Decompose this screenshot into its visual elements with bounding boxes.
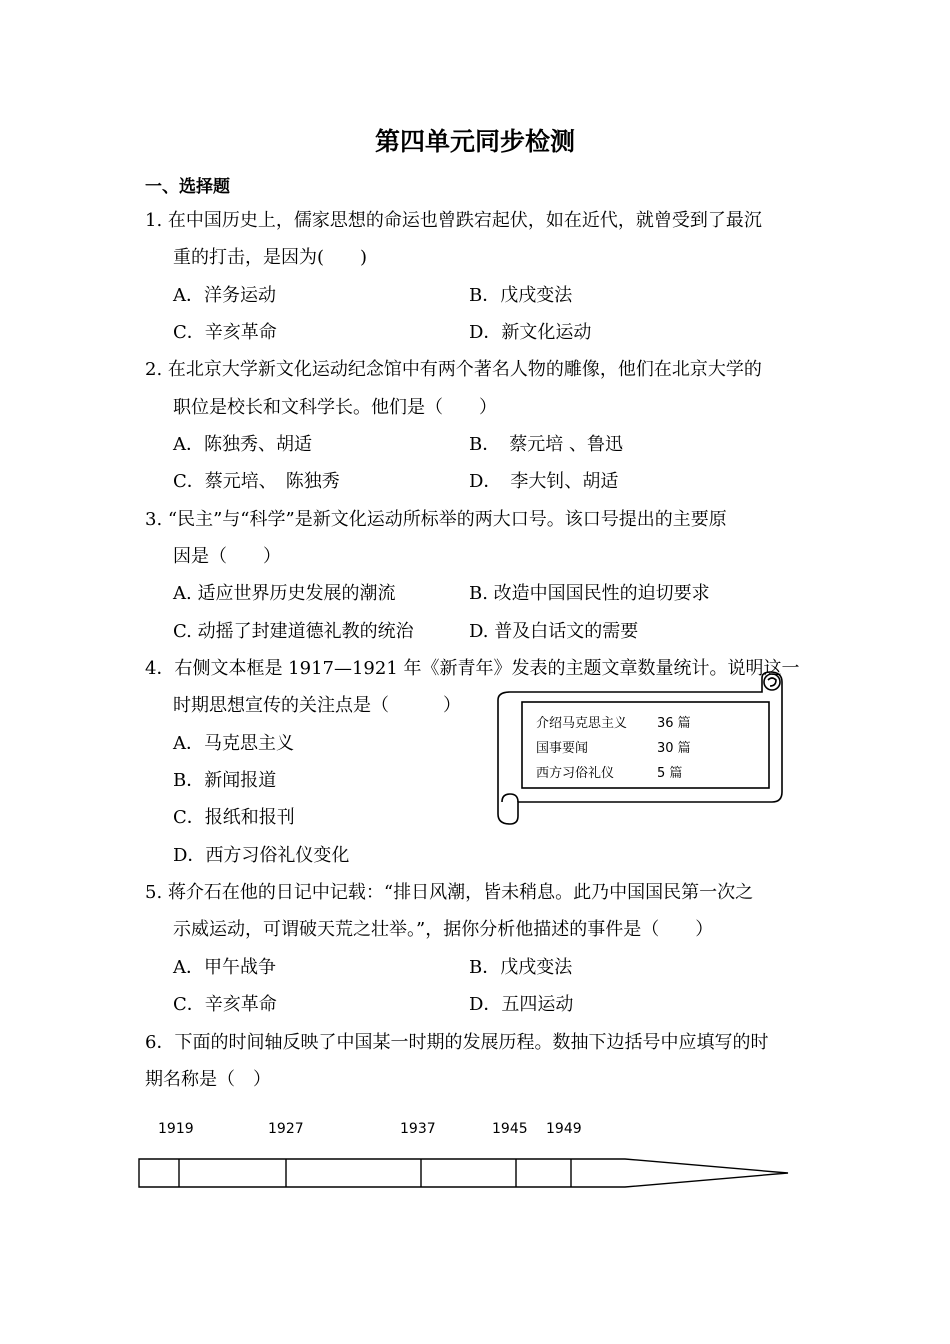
- q1-option-c: C．辛亥革命: [173, 322, 277, 343]
- scroll-stats-box: [492, 668, 787, 830]
- q4-option-c: C．报纸和报刊: [173, 807, 295, 828]
- page-title: 第四单元同步检测: [374, 127, 575, 156]
- timeline-year-1937: 1937: [400, 1121, 436, 1137]
- timeline-year-1949: 1949: [546, 1121, 582, 1137]
- q4-stem-line1: 4．右侧文本框是 1917—1921 年《新青年》发表的主题文章数量统计。说明这一: [145, 658, 800, 679]
- stat-value-marxism: 36 篇: [657, 716, 691, 731]
- q1-stem-line1: 1. 在中国历史上，儒家思想的命运也曾跌宕起伏，如在近代，就曾受到了最沉: [145, 210, 762, 231]
- q2-option-a: A．陈独秀、胡适: [173, 434, 312, 455]
- stat-label-western-customs: 西方习俗礼仪: [536, 766, 615, 781]
- timeline-year-1919: 1919: [158, 1121, 194, 1137]
- q3-option-a: A. 适应世界历史发展的潮流: [173, 583, 396, 604]
- q2-stem-line2: 职位是校长和文科学长。他们是（ ）: [173, 397, 497, 418]
- q5-option-b: B．戊戌变法: [469, 957, 573, 978]
- q1-stem-line2: 重的打击，是因为( ): [173, 247, 368, 268]
- q3-option-d: D. 普及白话文的需要: [469, 621, 639, 642]
- q2-option-b: B． 蔡元培 、鲁迅: [469, 434, 623, 455]
- q5-option-a: A．甲午战争: [173, 957, 276, 978]
- q6-stem-line1: 6．下面的时间轴反映了中国某一时期的发展历程。数抽下边括号中应填写的时: [145, 1032, 769, 1053]
- stat-value-national-news: 30 篇: [657, 741, 691, 756]
- stat-value-western-customs: 5 篇: [657, 766, 683, 781]
- timeline: [0, 1115, 950, 1205]
- timeline-year-1945: 1945: [492, 1121, 528, 1137]
- q3-stem-line1: 3. “民主”与“科学”是新文化运动所标举的两大口号。该口号提出的主要原: [145, 509, 727, 530]
- timeline-arrow: [0, 1115, 950, 1205]
- q1-option-a: A．洋务运动: [173, 285, 276, 306]
- stat-label-marxism: 介绍马克思主义: [536, 716, 628, 731]
- q2-option-c: C．蔡元培、 陈独秀: [173, 471, 340, 492]
- q4-option-a: A．马克思主义: [173, 733, 294, 754]
- q1-option-d: D．新文化运动: [469, 322, 592, 343]
- q3-option-c: C. 动摇了封建道德礼教的统治: [173, 621, 414, 642]
- q5-option-d: D．五四运动: [469, 994, 574, 1015]
- q5-stem-line1: 5. 蒋介石在他的日记中记载：“排日风潮，皆未稍息。此乃中国国民第一次之: [145, 882, 754, 903]
- section-heading: 一、选择题: [145, 177, 230, 197]
- q1-option-b: B．戊戌变法: [469, 285, 573, 306]
- q6-stem-line2: 期名称是（ ）: [145, 1069, 271, 1090]
- q5-stem-line2: 示威运动，可谓破天荒之壮举。”，据你分析他描述的事件是（ ）: [173, 919, 714, 940]
- q5-option-c: C．辛亥革命: [173, 994, 277, 1015]
- stat-label-national-news: 国事要闻: [536, 741, 589, 756]
- q4-option-d: D．西方习俗礼仪变化: [173, 845, 350, 866]
- timeline-year-1927: 1927: [268, 1121, 304, 1137]
- q3-stem-line2: 因是（ ）: [173, 546, 281, 567]
- q2-option-d: D． 李大钊、胡适: [469, 471, 619, 492]
- q4-stem-line2: 时期思想宣传的关注点是（ ）: [173, 695, 461, 716]
- q2-stem-line1: 2. 在北京大学新文化运动纪念馆中有两个著名人物的雕像，他们在北京大学的: [145, 359, 762, 380]
- q3-option-b: B. 改造中国国民性的迫切要求: [469, 583, 710, 604]
- q4-option-b: B．新闻报道: [173, 770, 277, 791]
